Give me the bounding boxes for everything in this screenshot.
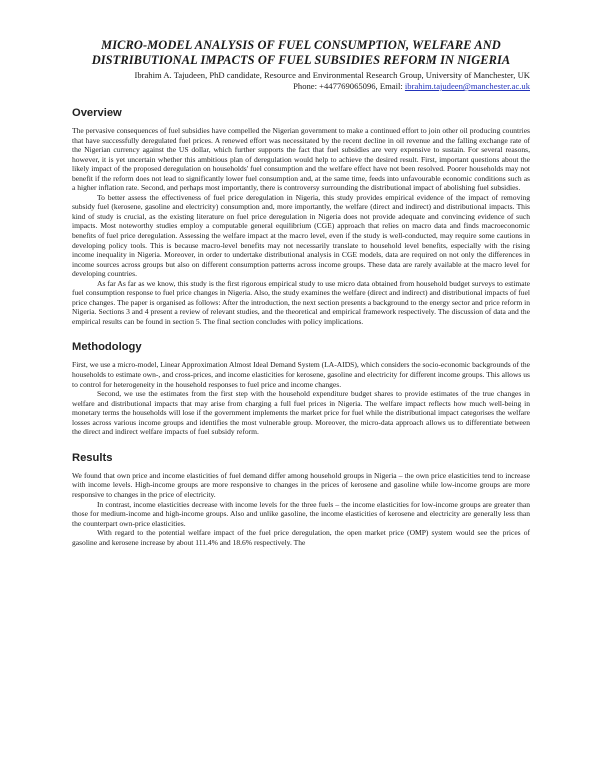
author-block [72, 70, 530, 92]
section-heading: Methodology [72, 341, 142, 354]
paragraph: First, we use a micro-model, Linear Approximation Almost Ideal Demand System (LA-AIDS), which considers the socio-economic backgrounds of the households to estimate own-, and cross-prices, and income elasticities for kerosene, gasoline and electricity for different income groups. This allows us to control for heterogeneity in the household responses to fuel price and income changes. [72, 360, 530, 389]
paragraph: With regard to the potential welfare impact of the fuel price deregulation, the open market price (OMP) system would see the prices of gasoline and kerosene increase by about 111.4% and 18.6% respectively. The [72, 528, 530, 547]
section-results [72, 452, 530, 547]
section-methodology [72, 341, 530, 436]
section-heading: Results [72, 451, 113, 464]
paragraph: In contrast, income elasticities decrease with income levels for the three fuels – the income elasticities for low-income groups are greater than those for medium-income and high-income groups. Also and unlike gasoline, the income elasticities of kerosene and electricity are generally less than the counterpart own-price elasticities. [72, 499, 530, 528]
paragraph: Second, we use the estimates from the first step with the household expenditure budget shares to provide estimates of the true changes in welfare and distributional impacts that may arise from charging a full fuel prices in Nigeria. The welfare impact reflects how much well-being in monetary terms the households will lose if the government implements the market price for fuel while the distributional impact categorises the welfare losses across various income groups and identifies the most vulnerable group. Moreover, the micro-data approach allows us to differentiate between the direct and indirect welfare impacts of fuel subsidy reform. [72, 389, 530, 437]
email-link[interactable]: ibrahim.tajudeen@manchester.ac.uk [404, 81, 530, 91]
author-affiliation: Ibrahim A. Tajudeen, PhD candidate, Resource and Environmental Research Group, University of Manchester, UK [134, 70, 530, 80]
paragraph: To better assess the effectiveness of fuel price deregulation in Nigeria, this study provides empirical evidence of the impact of removing subsidy fuel (kerosene, gasoline and electricity) consumption and, more importantly, the welfare (direct and indirect) and distributional impacts. This kind of study is crucial, as the existing literature on fuel price deregulation in Nigeria does not provide adequate and convincing evidence of such impacts. Most noteworthy studies employ a computable general equilibrium (CGE) approach that relies on macro data and finds macroeconomic benefits of fuel price deregulation. Assessing the welfare impact at the macro level, even if the study is well-conducted, may require some cautions in developing policy tools. This is because macro-level benefits may not necessarily translate to household level benefits, especially with the rising income inequality in Nigeria. Moreover, in order to undertake distributional analysis in CGE models, data are required on not only the differences in income sources across groups but also on different consumption patterns across income groups. These data are rarely available at the macro level for developing countries. [72, 192, 530, 279]
section-overview [72, 107, 530, 326]
contact-phone: Phone: +447769065096, Email: [293, 81, 405, 91]
contact-line [72, 81, 530, 92]
paragraph: We found that own price and income elasticities of fuel demand differ among household groups in Nigeria – the own price elasticities tend to increase with income levels. High-income groups are more responsive to changes in the prices of kerosene and gasoline while low-income groups are more responsive to changes in the price of electricity. [72, 470, 530, 499]
paragraph: The pervasive consequences of fuel subsidies have compelled the Nigerian government to make a continued effort to join other oil producing countries that have successfully deregulated fuel prices. A renewed effort was necessitated by the recent decline in oil revenue and the falling exchange rate of the Nigerian currency against the US dollar, which further supports the fact that fuel subsidies are very expensive to sustain. For several reasons, however, it is yet uncertain whether this ambitious plan of deregulation would help to achieve the desired result. First, important questions about the likely impact of the proposed deregulation on households' fuel consumption and the welfare effect have not been resolved. Poorer households may not benefit if the reform does not lead to significantly lower fuel consumption and, at the same time, feeds into unfavourable economic conditions such as a higher inflation rate. Second, and perhaps most importantly, there is controversy surrounding the distributional impact of abolishing fuel subsidies. [72, 126, 530, 193]
paper-title: MICRO-MODEL ANALYSIS OF FUEL CONSUMPTION, WELFARE AND DISTRIBUTIONAL IMPACTS OF FUEL SUBSIDIES REFORM IN NIGERIA [91, 38, 511, 67]
section-heading: Overview [72, 107, 122, 119]
paragraph: As far As far as we know, this study is the first rigorous empirical study to use micro data obtained from household budget surveys to estimate fuel consumption response to fuel price changes in Nigeria. Also, the study examines the welfare (direct and indirect) and distributional impacts of fuel price changes. The paper is organised as follows: After the introduction, the next section presents a background to the energy sector and price reform in Nigeria. Sections 3 and 4 present a review of relevant studies, and the theoretical and empirical framework respectively. The discussion of data and the empirical results can be found in section 5. The final section concludes with policy implications. [72, 278, 530, 326]
